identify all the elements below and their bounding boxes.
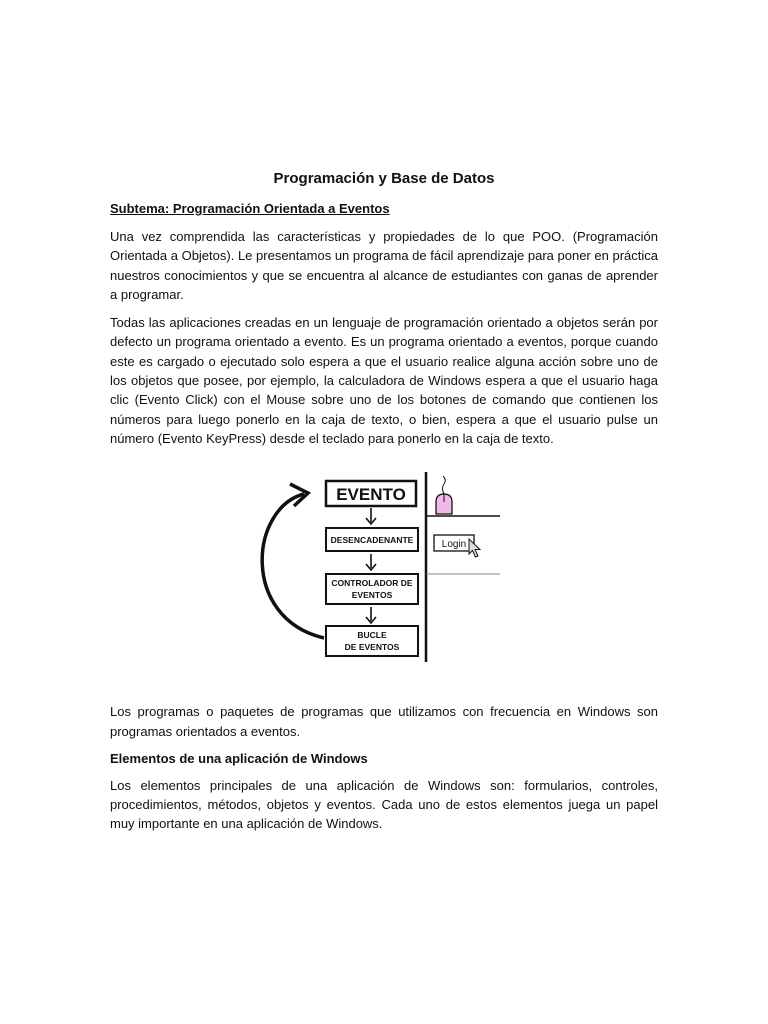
event-flow-diagram-svg	[110, 468, 658, 678]
document-title: Programación y Base de Datos	[273, 170, 495, 187]
document-content	[110, 170, 658, 843]
mouse-icon	[436, 476, 452, 514]
paragraph-windows-programs: Los programas o paquetes de programas que utilizamos con frecuencia en Windows son programas orientados a eventos.	[110, 704, 658, 739]
paragraph-event-driven: Todas las aplicaciones creadas en un lenguaje de programación orientado a objetos serán por defecto un programa orientado a evento. Es un programa orientado a eventos, porque cuando este es cargado o ejecutado solo espera a que el usuario realice alguna acción sobre uno de los objetos que posee, por ejemplo, la calculadora de Windows espera a que el usuario haga clic (Evento Click) con el Mouse sobre uno de los botones de comando que contienen los números para luego ponerlo en la caja de texto, o bien, espera a que el usuario pulse un número (Evento KeyPress) desde el teclado para ponerlo en la caja de texto.	[110, 315, 658, 446]
login-button-label: Login	[441, 539, 467, 551]
box-bucle-label-1: BUCLE	[357, 630, 387, 641]
loop-arrow	[262, 494, 324, 638]
box-controlador-label-1: CONTROLADOR DE	[331, 578, 413, 589]
box-controlador-label-2: EVENTOS	[351, 590, 393, 601]
paragraph-intro: Una vez comprendida las características y propiedades de lo que POO. (Programación Orientada a Objetos). Le presentamos un programa de fácil aprendizaje para poner en práctica nuestros conocimientos y que se encuentra al alcance de estudiantes con ganas de aprender a programar.	[110, 229, 658, 302]
box-evento-label: EVENTO	[336, 485, 406, 505]
document-subtitle: Subtema: Programación Orientada a Eventos	[110, 201, 390, 216]
event-flow-diagram	[110, 468, 658, 678]
heading-windows-elements: Elementos de una aplicación de Windows	[110, 750, 368, 766]
paragraph-elements: Los elementos principales de una aplicación de Windows son: formularios, controles, procedimientos, métodos, objetos y eventos. Cada uno de estos elementos juega un papel muy importante en una aplicación de Windows.	[110, 777, 658, 832]
box-bucle-label-2: DE EVENTOS	[344, 642, 400, 653]
box-desencadenante-label: DESENCADENANTE	[330, 535, 414, 546]
